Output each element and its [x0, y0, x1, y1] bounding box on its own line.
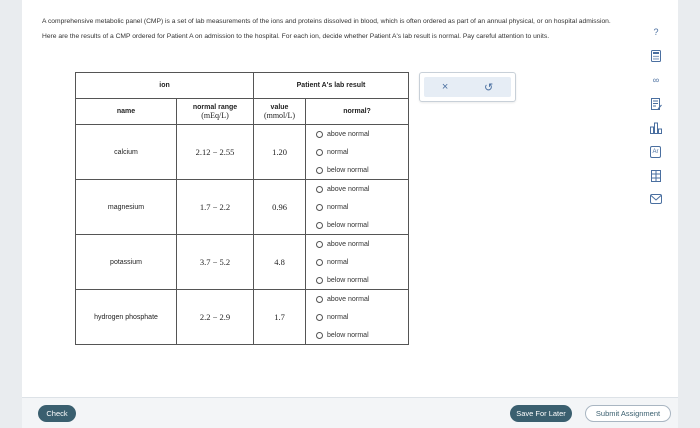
radio-option[interactable] [316, 216, 408, 234]
table-row [76, 290, 409, 345]
radio-label: above normal [327, 240, 370, 248]
radio-circle-icon[interactable] [316, 314, 323, 321]
radio-option[interactable] [316, 235, 408, 253]
mail-icon[interactable] [650, 194, 662, 206]
header-normal-range-unit: (mEq/L) [201, 110, 229, 120]
normal-choice-group [306, 290, 409, 345]
periodic-table-glyph: Ar [650, 146, 661, 158]
header-patient-result: Patient A's lab result [254, 73, 409, 99]
table-row [76, 125, 409, 180]
radio-option[interactable] [316, 290, 408, 308]
normal-range: 2.2 − 2.9 [177, 290, 254, 345]
radio-circle-icon[interactable] [316, 277, 323, 284]
radio-circle-icon[interactable] [316, 186, 323, 193]
ion-name: potassium [76, 235, 177, 290]
header-name: name [76, 99, 177, 125]
lab-value: 1.7 [254, 290, 306, 345]
radio-circle-icon[interactable] [316, 296, 323, 303]
undo-icon[interactable]: ↺ [483, 81, 494, 94]
radio-circle-icon[interactable] [316, 241, 323, 248]
radio-label: above normal [327, 295, 370, 303]
radio-option[interactable] [316, 198, 408, 216]
normal-range: 3.7 − 5.2 [177, 235, 254, 290]
radio-option[interactable] [316, 253, 408, 271]
table-row [76, 235, 409, 290]
data-icon[interactable] [650, 170, 662, 182]
radio-label: below normal [327, 276, 369, 284]
save-for-later-button[interactable]: Save For Later [510, 405, 572, 422]
normal-range: 2.12 − 2.55 [177, 125, 254, 180]
radio-option[interactable] [316, 326, 408, 344]
answer-tools [419, 72, 516, 102]
header-value [254, 99, 306, 125]
normal-range: 1.7 − 2.2 [177, 180, 254, 235]
ion-name: hydrogen phosphate [76, 290, 177, 345]
radio-circle-icon[interactable] [316, 332, 323, 339]
clear-icon[interactable]: × [441, 81, 449, 93]
radio-circle-icon[interactable] [316, 149, 323, 156]
radio-label: below normal [327, 166, 369, 174]
radio-label: below normal [327, 331, 369, 339]
radio-label: normal [327, 313, 349, 321]
lab-value: 4.8 [254, 235, 306, 290]
notes-icon[interactable] [650, 98, 662, 110]
intro-paragraph-1: A comprehensive metabolic panel (CMP) is a set of lab measurements of the ions and proteins dissolved in blood, which is often ordered as part of an annual physical, or on hospital admission. [42, 18, 611, 25]
radio-label: above normal [327, 185, 370, 193]
radio-option[interactable] [316, 125, 408, 143]
ion-name: magnesium [76, 180, 177, 235]
header-value-label: value [270, 103, 289, 111]
header-normal-range [177, 99, 254, 125]
radio-option[interactable] [316, 180, 408, 198]
radio-option[interactable] [316, 143, 408, 161]
radio-circle-icon[interactable] [316, 222, 323, 229]
header-value-unit: (mmol/L) [263, 110, 296, 120]
check-button[interactable]: Check [38, 405, 76, 422]
answer-tools-inner [424, 77, 511, 97]
radio-option[interactable] [316, 308, 408, 326]
ion-name: calcium [76, 125, 177, 180]
radio-option[interactable] [316, 271, 408, 289]
intro-paragraph-2: Here are the results of a CMP ordered for Patient A on admission to the hospital. For each ion, decide whether Patient A's lab result is normal. Pay careful attention to units. [42, 33, 550, 40]
normal-choice-group [306, 125, 409, 180]
question-intro [42, 17, 622, 47]
radio-circle-icon[interactable] [316, 131, 323, 138]
normal-choice-group [306, 235, 409, 290]
header-normal-range-label: normal range [192, 103, 238, 111]
submit-assignment-button[interactable]: Submit Assignment [585, 405, 671, 422]
lab-value: 1.20 [254, 125, 306, 180]
cmp-table [75, 72, 409, 345]
lab-value: 0.96 [254, 180, 306, 235]
radio-label: normal [327, 148, 349, 156]
radio-circle-icon[interactable] [316, 167, 323, 174]
link-icon[interactable]: ∞ [652, 75, 660, 85]
radio-circle-icon[interactable] [316, 204, 323, 211]
periodic-table-icon[interactable] [650, 146, 662, 158]
radio-label: below normal [327, 221, 369, 229]
radio-label: normal [327, 258, 349, 266]
radio-option[interactable] [316, 161, 408, 179]
calculator-icon[interactable] [650, 50, 662, 62]
radio-circle-icon[interactable] [316, 259, 323, 266]
table-row [76, 180, 409, 235]
normal-choice-group [306, 180, 409, 235]
header-normal: normal? [306, 99, 409, 125]
header-ion: ion [76, 73, 254, 99]
radio-label: normal [327, 203, 349, 211]
help-icon[interactable]: ? [653, 27, 659, 37]
bottom-bar [22, 397, 678, 428]
chart-icon[interactable] [650, 122, 662, 134]
tool-sidebar [646, 26, 666, 218]
radio-label: above normal [327, 130, 370, 138]
